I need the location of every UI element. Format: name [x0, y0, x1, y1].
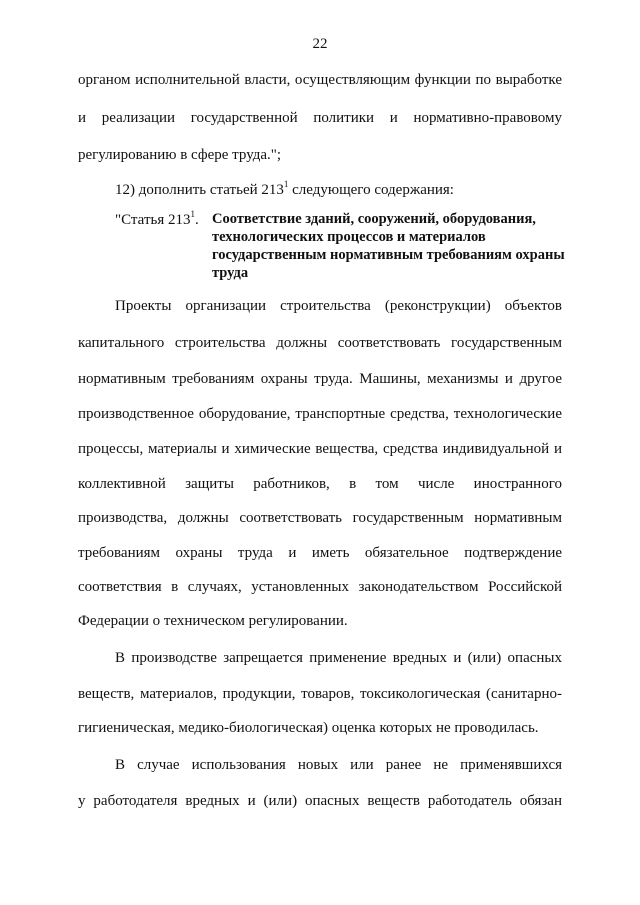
text-line: нормативным требованиям охраны труда. Машины, механизмы и другое	[78, 371, 562, 387]
article-label-superscript: 1	[190, 209, 195, 219]
text-line: требованиям охраны труда и иметь обязательное подтверждение	[78, 545, 562, 561]
text-line: процессы, материалы и химические вещества, средства индивидуальной и	[78, 441, 562, 457]
text-line: у работодателя вредных и (или) опасных веществ работодатель обязан	[78, 793, 562, 809]
text-line: В случае использования новых или ранее не применявшихся	[115, 757, 562, 773]
text-line: Проекты организации строительства (реконструкции) объектов	[115, 298, 562, 314]
text-line: регулированию в сфере труда.";	[78, 147, 282, 163]
text-line: производства, должны соответствовать государственным нормативным	[78, 510, 562, 526]
text-line: гигиеническая, медико-биологическая) оценка которых не проводилась.	[78, 720, 539, 736]
item-12-superscript: 1	[283, 179, 289, 189]
text-line: капитального строительства должны соответствовать государственным	[78, 335, 562, 351]
article-label-suffix: .	[194, 212, 199, 228]
text-line: производственное оборудование, транспортные средства, технологические	[78, 406, 562, 422]
item-12-suffix: следующего содержания:	[288, 182, 454, 198]
article-label	[115, 210, 199, 231]
item-12-line	[115, 180, 562, 201]
text-line: соответствия в случаях, установленных законодательством Российской	[78, 579, 562, 595]
text-line: веществ, материалов, продукции, товаров, токсикологическая (санитарно-	[78, 686, 562, 702]
article-label-prefix: "Статья 213	[115, 212, 191, 228]
page-number: 22	[312, 36, 328, 52]
text-line: коллективной защиты работников, в том числе иностранного	[78, 476, 562, 492]
article-title: Соответствие зданий, сооружений, оборудования, технологических процессов и материалов государственным нормативным требованиям охраны труда	[212, 211, 565, 281]
text-line: и реализации государственной политики и нормативно-правовому	[78, 110, 562, 126]
item-12-prefix: 12) дополнить статьей 213	[115, 182, 284, 198]
text-line: В производстве запрещается применение вредных и (или) опасных	[115, 650, 562, 666]
text-line: Федерации о техническом регулировании.	[78, 613, 348, 629]
text-line: органом исполнительной власти, осуществляющим функции по выработке	[78, 72, 562, 88]
